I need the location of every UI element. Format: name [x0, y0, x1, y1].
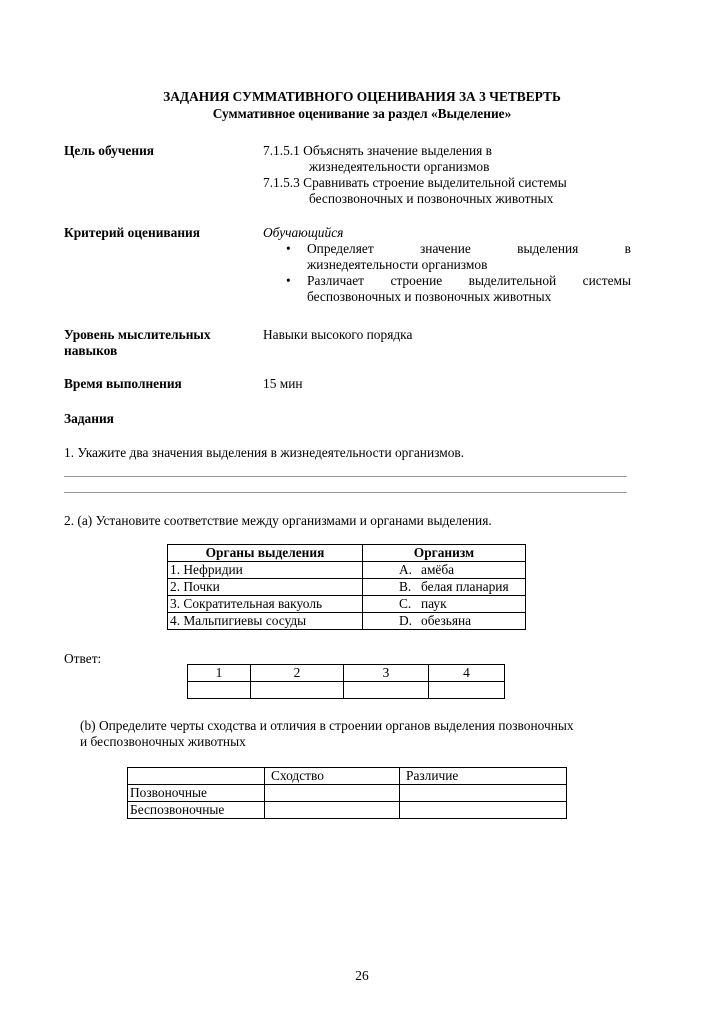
difference-cell[interactable] [400, 785, 567, 802]
comparison-table [127, 767, 567, 819]
difference-cell[interactable] [400, 802, 567, 819]
level-label: Уровень мыслительных навыков [64, 327, 211, 358]
answer-cell[interactable] [251, 682, 344, 699]
table-row [188, 682, 505, 699]
time-value: 15 мин [263, 376, 303, 391]
answer-cell[interactable] [344, 682, 429, 699]
table-header-row [168, 545, 526, 562]
row-label-vertebrates: Позвоночные [128, 785, 265, 802]
table-row [168, 596, 526, 613]
goal-item: 7.1.5.3 Сравнивать строение выделительной системы беспозвоночных и позвоночных животных [263, 175, 567, 206]
header-organs: Органы выделения [168, 545, 363, 562]
goal-item: 7.1.5.1 Объяснять значение выделения в жизнедеятельности организмов [263, 143, 493, 174]
answer-header-cell: 2 [251, 665, 344, 682]
comparison-corner-cell [128, 768, 265, 785]
criteria-item: • Различает строение выделительной системы беспозвоночных и позвоночных животных [286, 273, 631, 304]
table-row [128, 802, 567, 819]
criteria-intro: Обучающийся [263, 225, 344, 240]
organ-cell: 2. Почки [168, 579, 363, 596]
row-label-invertebrates: Беспозвоночные [128, 802, 265, 819]
answer-cell[interactable] [429, 682, 505, 699]
table-row [128, 785, 567, 802]
time-label: Время выполнения [64, 376, 182, 391]
header-organism: Организм [363, 545, 526, 562]
answer-header-cell: 4 [429, 665, 505, 682]
bullet-icon: • [286, 273, 291, 288]
organism-cell: B. белая планария [363, 579, 526, 596]
answer-line [64, 476, 627, 477]
criteria-list [263, 225, 631, 305]
answer-line [64, 492, 627, 493]
similarity-cell[interactable] [265, 802, 400, 819]
goal-list [263, 143, 633, 207]
organism-cell: A. амёба [363, 562, 526, 579]
question-1: 1. Укажите два значения выделения в жизнедеятельности организмов. [64, 445, 465, 460]
similarity-cell[interactable] [265, 785, 400, 802]
header-difference: Различие [400, 768, 567, 785]
criteria-item: • Определяет значение выделения в жизнедеятельности организмов [286, 241, 631, 272]
document-subtitle: Суммативное оценивание за раздел «Выделение» [212, 106, 512, 121]
goal-label: Цель обучения [64, 143, 155, 158]
document-title: ЗАДАНИЯ СУММАТИВНОГО ОЦЕНИВАНИЯ ЗА 3 ЧЕТВЕРТЬ [163, 89, 561, 104]
question-2b: (b) Определите черты сходства и отличия в строении органов выделения позвоночных и беспозвоночных животных [80, 718, 574, 749]
table-header-row [188, 665, 505, 682]
table-row [168, 613, 526, 630]
page-number: 26 [355, 968, 369, 983]
question-2a: 2. (a) Установите соответствие между организмами и органами выделения. [64, 513, 492, 528]
answer-label: Ответ: [64, 651, 102, 666]
organ-cell: 3. Сократительная вакуоль [168, 596, 363, 613]
table-header-row [128, 768, 567, 785]
criteria-label: Критерий оценивания [64, 225, 201, 240]
answer-cell[interactable] [188, 682, 251, 699]
organ-cell: 1. Нефридии [168, 562, 363, 579]
answer-header-cell: 3 [344, 665, 429, 682]
level-value: Навыки высокого порядка [263, 327, 413, 342]
organism-cell: C. паук [363, 596, 526, 613]
table-row [168, 579, 526, 596]
answer-header-cell: 1 [188, 665, 251, 682]
table-row [168, 562, 526, 579]
matching-table [167, 544, 526, 630]
organism-cell: D. обезьяна [363, 613, 526, 630]
header-similarity: Сходство [265, 768, 400, 785]
answer-table [187, 664, 505, 699]
tasks-heading: Задания [64, 411, 114, 426]
bullet-icon: • [286, 241, 291, 256]
organ-cell: 4. Мальпигиевы сосуды [168, 613, 363, 630]
